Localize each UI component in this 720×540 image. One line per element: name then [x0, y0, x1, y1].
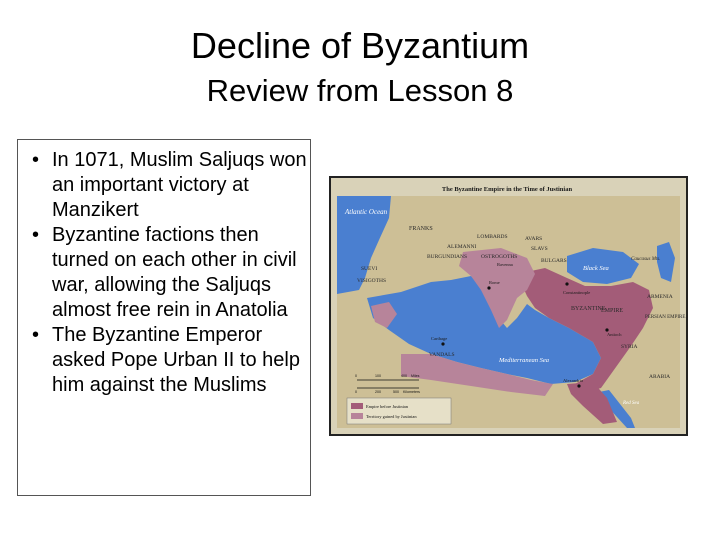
map-title: The Byzantine Empire in the Time of Justinian [441, 186, 573, 193]
map-label-alexandria: Alexandria [563, 378, 583, 383]
map-label-caucasus: Caucasus Mts. [631, 257, 661, 262]
bullet-item [28, 323, 314, 398]
svg-text:200: 200 [375, 390, 381, 394]
city-marker-icon [441, 342, 444, 345]
map-label-armenia: ARMENIA [647, 294, 673, 300]
city-marker-icon [487, 286, 490, 289]
map-graphic [331, 178, 686, 434]
legend-swatch-empire-before [351, 403, 363, 409]
legend-swatch-territory-gained [351, 413, 363, 419]
legend-label-gained: Territory gained by Justinian [366, 414, 417, 419]
bullet-dot-icon: • [32, 324, 40, 346]
city-marker-icon [565, 282, 568, 285]
bullet-item [28, 148, 314, 223]
map-legend [347, 398, 451, 424]
legend-label-before: Empire before Justinian [366, 404, 408, 409]
map-label-empire: EMPIRE [601, 308, 624, 314]
bullet-item [28, 223, 314, 323]
svg-text:0: 0 [355, 374, 357, 378]
map-label-burgundians: BURGUNDIANS [427, 254, 468, 260]
map-label-arabia: ARABIA [649, 374, 671, 380]
map-label-red-sea: Red Sea [623, 401, 640, 406]
map-label-visigoths: VISIGOTHS [357, 278, 387, 284]
map-label-black-sea: Black Sea [583, 265, 609, 272]
map-label-lombards: LOMBARDS [477, 234, 508, 240]
svg-text:0: 0 [355, 390, 357, 394]
map-label-ostrogoths: OSTROGOTHS [481, 254, 518, 260]
map-label-persian-empire: PERSIAN EMPIRE [645, 315, 686, 320]
map-label-avars: AVARS [525, 236, 543, 242]
svg-text:100: 100 [375, 374, 381, 378]
map-label-alemanni: ALEMANNI [447, 244, 477, 250]
bullet-text: The Byzantine Emperor asked Pope Urban II to help him against the Muslims [52, 324, 300, 396]
map-label-vandals: VANDALS [429, 352, 455, 358]
bullet-dot-icon: • [32, 149, 40, 171]
svg-text:Miles: Miles [411, 374, 420, 378]
map-label-slavs: SLAVS [531, 246, 548, 252]
svg-text:500: 500 [393, 390, 399, 394]
map-label-rome: Rome [489, 280, 500, 285]
bullet-list [28, 148, 314, 398]
svg-text:400: 400 [401, 374, 407, 378]
slide-subtitle: Review from Lesson 8 [206, 73, 514, 108]
svg-text:Kilometers: Kilometers [403, 390, 420, 394]
city-marker-icon [605, 328, 608, 331]
bullet-text: Byzantine factions then turned on each other in civil war, allowing the Saljuqs almost free rein in Anatolia [52, 224, 297, 321]
map-label-ravenna: Ravenna [497, 262, 513, 267]
city-marker-icon [577, 384, 580, 387]
map-label-constantinople: Constantinople [563, 290, 591, 295]
bullet-text-box [17, 139, 311, 496]
map-label-carthage: Carthage [431, 336, 448, 341]
map-label-byzantine: BYZANTINE [571, 306, 606, 312]
map-label-atlantic: Atlantic Ocean [345, 208, 388, 216]
slide-title: Decline of Byzantium [190, 25, 530, 66]
map-label-bulgars: BULGARS [541, 258, 567, 264]
byzantine-empire-map [329, 176, 688, 436]
map-label-antioch: Antioch [607, 332, 622, 337]
map-label-suevi: SUEVI [361, 266, 378, 272]
map-label-franks: FRANKS [409, 226, 433, 232]
map-label-syria: SYRIA [621, 344, 638, 350]
bullet-dot-icon: • [32, 224, 40, 246]
bullet-text: In 1071, Muslim Saljuqs won an important victory at Manzikert [52, 149, 307, 221]
map-label-mediterranean: Mediterranean Sea [499, 357, 550, 364]
